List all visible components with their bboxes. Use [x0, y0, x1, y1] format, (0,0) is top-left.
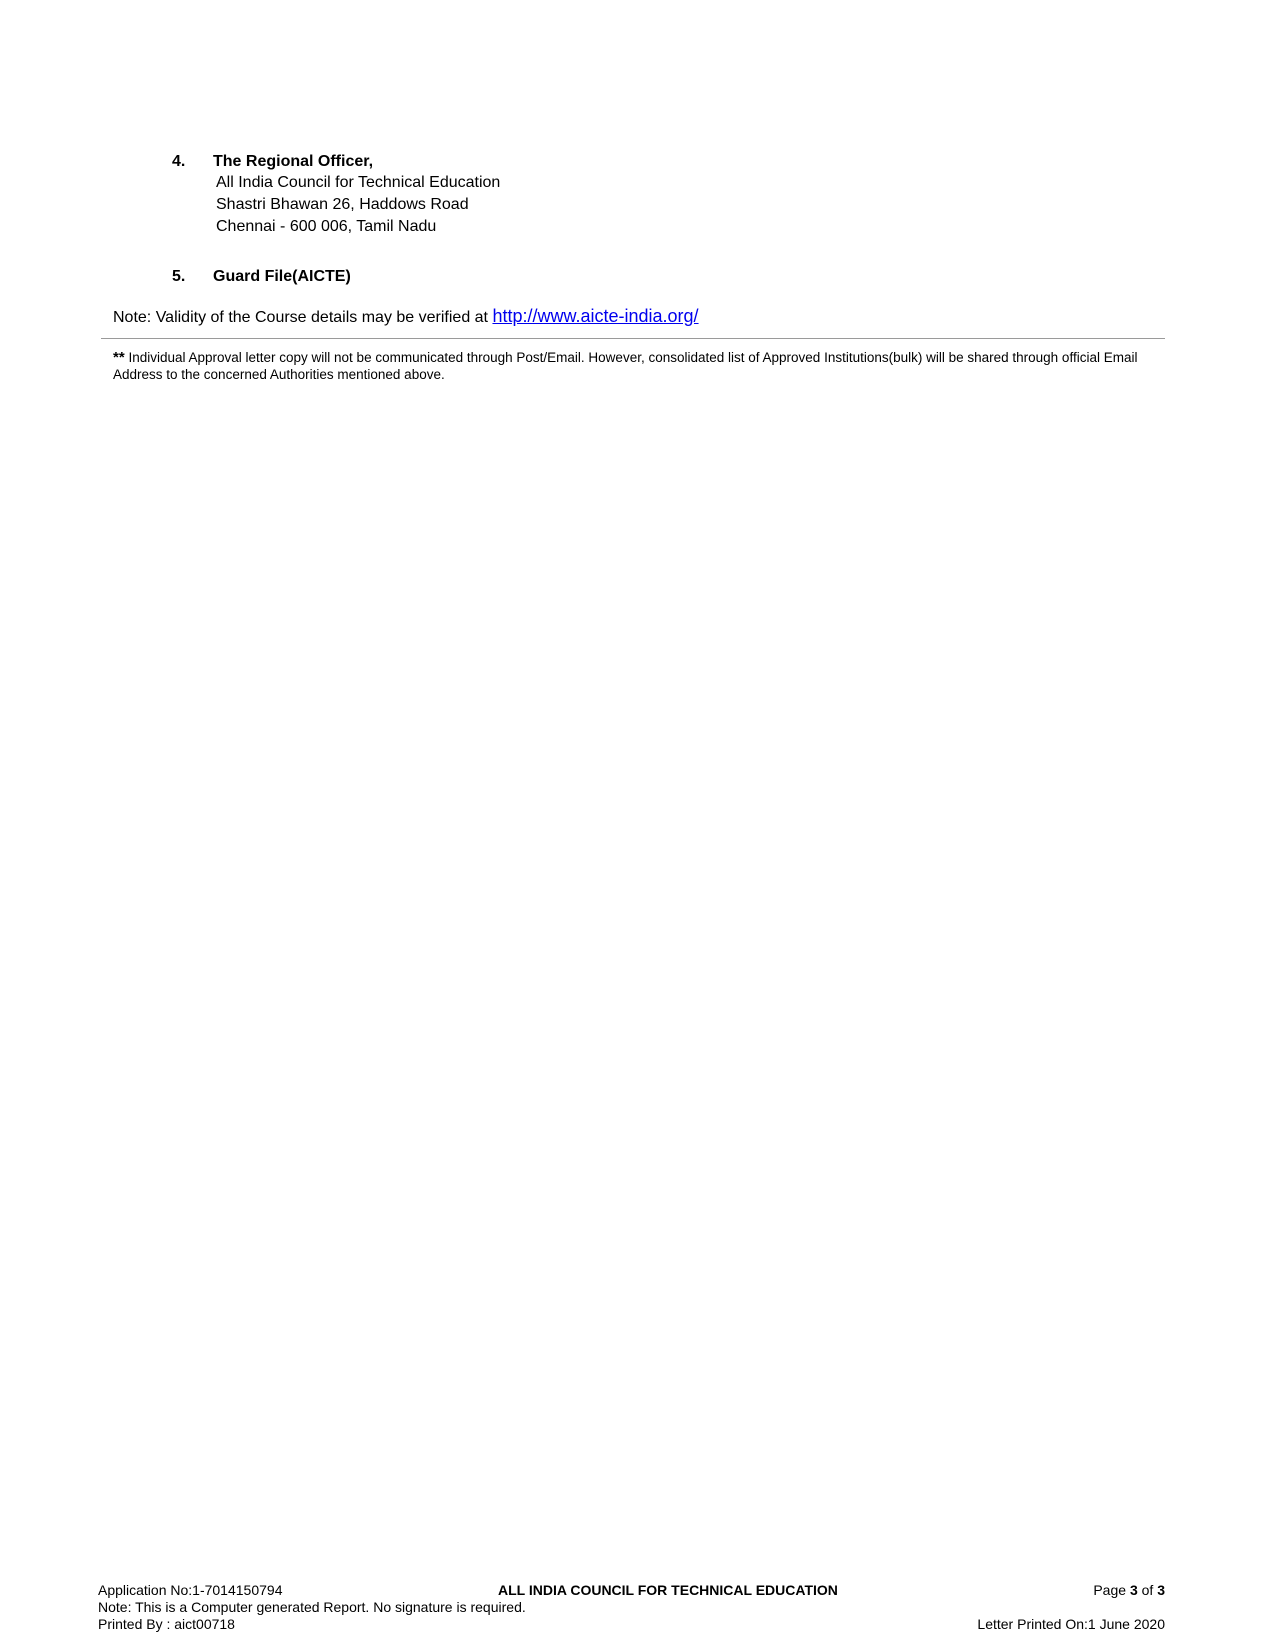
footnote-marker: **	[113, 349, 125, 366]
page-of: of	[1137, 1582, 1158, 1598]
application-number: Application No:1-7014150794	[98, 1582, 283, 1598]
validity-note	[113, 305, 699, 329]
address-line: Shastri Bhawan 26, Haddows Road	[216, 196, 469, 213]
footnote	[113, 349, 1163, 383]
validity-note-text: Note: Validity of the Course details may be verified at	[113, 309, 493, 326]
page-total: 3	[1157, 1582, 1165, 1598]
item-number: 5.	[172, 268, 186, 285]
organization-name: ALL INDIA COUNCIL FOR TECHNICAL EDUCATION	[498, 1582, 838, 1598]
aicte-website-link[interactable]: http://www.aicte-india.org/	[492, 306, 699, 326]
page-footer	[98, 1582, 1165, 1636]
item-number: 4.	[172, 153, 186, 170]
page-current: 3	[1129, 1582, 1138, 1598]
item-title: The Regional Officer,	[213, 153, 374, 170]
printed-by: Printed By : aict00718	[98, 1616, 235, 1632]
recipient-address	[216, 172, 500, 238]
footnote-text: Individual Approval letter copy will not be communicated through Post/Email. However, consolidated list of Approved Institutions(bulk) will be shared through official Email Address to the concerned Authorities mentioned above.	[113, 350, 1138, 382]
address-line: Chennai - 600 006, Tamil Nadu	[216, 218, 437, 235]
item-title: Guard File(AICTE)	[213, 268, 351, 285]
computer-generated-note: Note: This is a Computer generated Report. No signature is required.	[98, 1599, 526, 1615]
printed-on-date: Letter Printed On:1 June 2020	[977, 1616, 1165, 1632]
page-indicator	[1093, 1582, 1165, 1599]
divider	[101, 338, 1165, 339]
page-word: Page	[1093, 1582, 1130, 1598]
address-line: All India Council for Technical Education	[216, 174, 501, 191]
